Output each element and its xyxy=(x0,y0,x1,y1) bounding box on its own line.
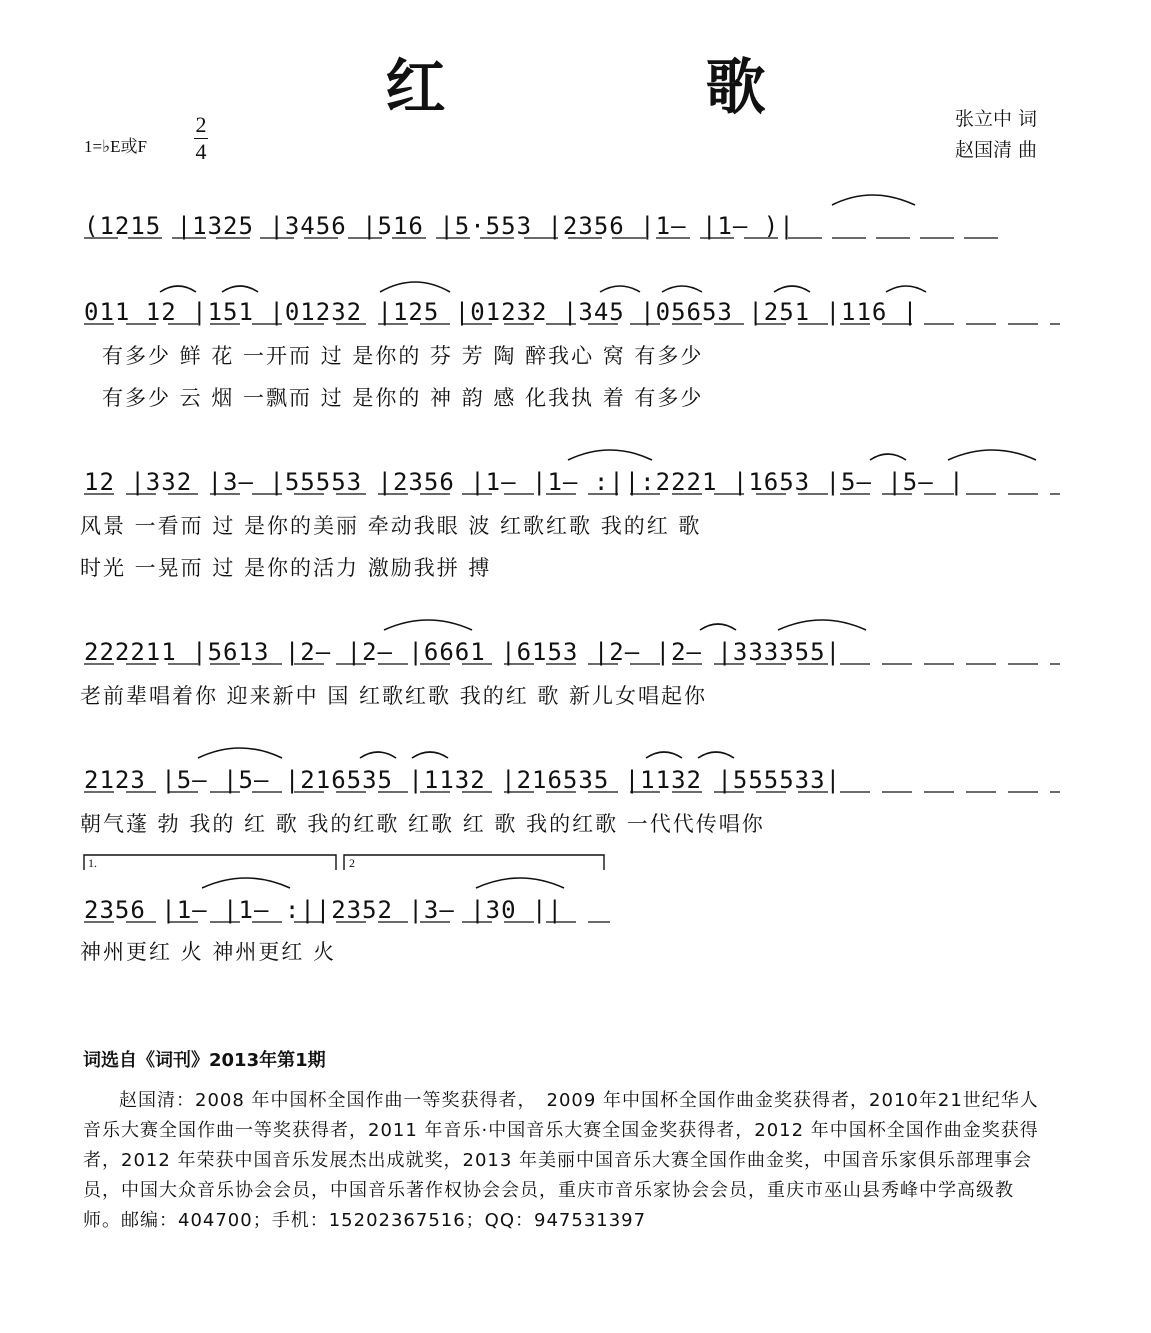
volta-2-bracket xyxy=(344,855,604,870)
slur-arc xyxy=(412,752,448,758)
notation-row-3: 12 |332 |3— |55553 |2356 |1— |1— :||:2221 |1653 |5— |5— | xyxy=(84,468,965,496)
lyrics-row-2-verse-2: 有多少 云 烟 一飘而 过 是你的 神 韵 感 化我执 着 有多少 xyxy=(102,386,704,410)
tie-arc xyxy=(832,195,915,205)
lyrics-row-2-verse-1: 有多少 鲜 花 一开而 过 是你的 芬 芳 陶 醉我心 窝 有多少 xyxy=(102,344,704,368)
tie-arc xyxy=(948,450,1036,460)
key-signature: 1=♭E或F xyxy=(84,137,147,156)
composer-credit: 赵国清 曲 xyxy=(955,139,1038,161)
time-signature-bottom: 4 xyxy=(195,139,207,164)
notation-row-4: 222211 |5613 |2— |2— |6661 |6153 |2— |2— |333355| xyxy=(84,638,842,666)
tie-arc xyxy=(568,450,652,460)
slur-arc xyxy=(380,282,450,292)
slur-arc xyxy=(886,286,926,292)
tie-arc xyxy=(202,878,290,888)
tie-arc xyxy=(778,620,866,630)
notation-row-2: 011 12 |151 |01232 |125 |01232 |345 |05653 |251 |116 | xyxy=(84,298,919,326)
volta-1-label: 1. xyxy=(88,856,97,870)
lyrics-row-3-verse-2: 时光 一晃而 过 是你的活力 激励我拼 搏 xyxy=(80,556,492,580)
lyrics-row-4: 老前辈唱着你 迎来新中 国 红歌红歌 我的红 歌 新儿女唱起你 xyxy=(80,684,708,708)
tie-arc xyxy=(476,878,564,888)
slur-arc xyxy=(698,752,734,758)
time-signature-top: 2 xyxy=(195,112,207,137)
song-title: 红 歌 xyxy=(385,53,866,123)
tie-arc xyxy=(198,748,282,758)
volta-2-label: 2 xyxy=(349,856,355,870)
slur-arc xyxy=(222,286,258,292)
lyrics-source: 词选自《词刊》2013年第1期 xyxy=(83,1050,326,1071)
slur-arc xyxy=(700,624,736,630)
composer-bio-text: 赵国清：2008 年中国杯全国作曲一等奖获得者， 2009 年中国杯全国作曲金奖获得者，2010年21世纪华人音乐大赛全国作曲一等奖获得者，2011 年音乐·中国音乐大赛全国金奖获得者，2012 年中国杯全国作曲金奖获得者，2012 年荣获中国音乐发展杰出成就奖，2013 年美丽中国音乐大赛全国作曲金奖，中国音乐家俱乐部理事会员，中国大众音乐协会会员，中国音乐著作权协会会员，重庆市音乐家协会会员，重庆市巫山县秀峰中学高级教师。邮编：404700；手机：15202367516；QQ：947531397 xyxy=(83,1090,1039,1231)
lyrics-row-3-verse-1: 风景 一看而 过 是你的美丽 牵动我眼 波 红歌红歌 我的红 歌 xyxy=(80,514,702,538)
slur-arc xyxy=(360,752,396,758)
slur-arc xyxy=(870,454,906,460)
slur-arc xyxy=(646,752,682,758)
lyricist-credit: 张立中 词 xyxy=(955,108,1038,130)
lyrics-row-6: 神州更红 火 神州更红 火 xyxy=(80,940,337,964)
slur-arc xyxy=(774,286,810,292)
composer-bio xyxy=(83,1086,1043,1236)
notation-row-6: 2356 |1— |1— :||2352 |3— |30 || xyxy=(84,896,563,924)
notation-row-1: (1215 |1325 |3456 |516 |5·553 |2356 |1— |1— )| xyxy=(84,212,795,240)
lyrics-row-5: 朝气蓬 勃 我的 红 歌 我的红歌 红歌 红 歌 我的红歌 一代代传唱你 xyxy=(80,812,765,836)
slur-arc xyxy=(662,286,702,292)
notation-row-5: 2123 |5— |5— |216535 |1132 |216535 |1132 |555533| xyxy=(84,766,842,794)
slur-arc xyxy=(160,286,196,292)
tie-arc xyxy=(384,620,472,630)
volta-1-bracket xyxy=(84,855,336,870)
slur-arc xyxy=(600,286,640,292)
